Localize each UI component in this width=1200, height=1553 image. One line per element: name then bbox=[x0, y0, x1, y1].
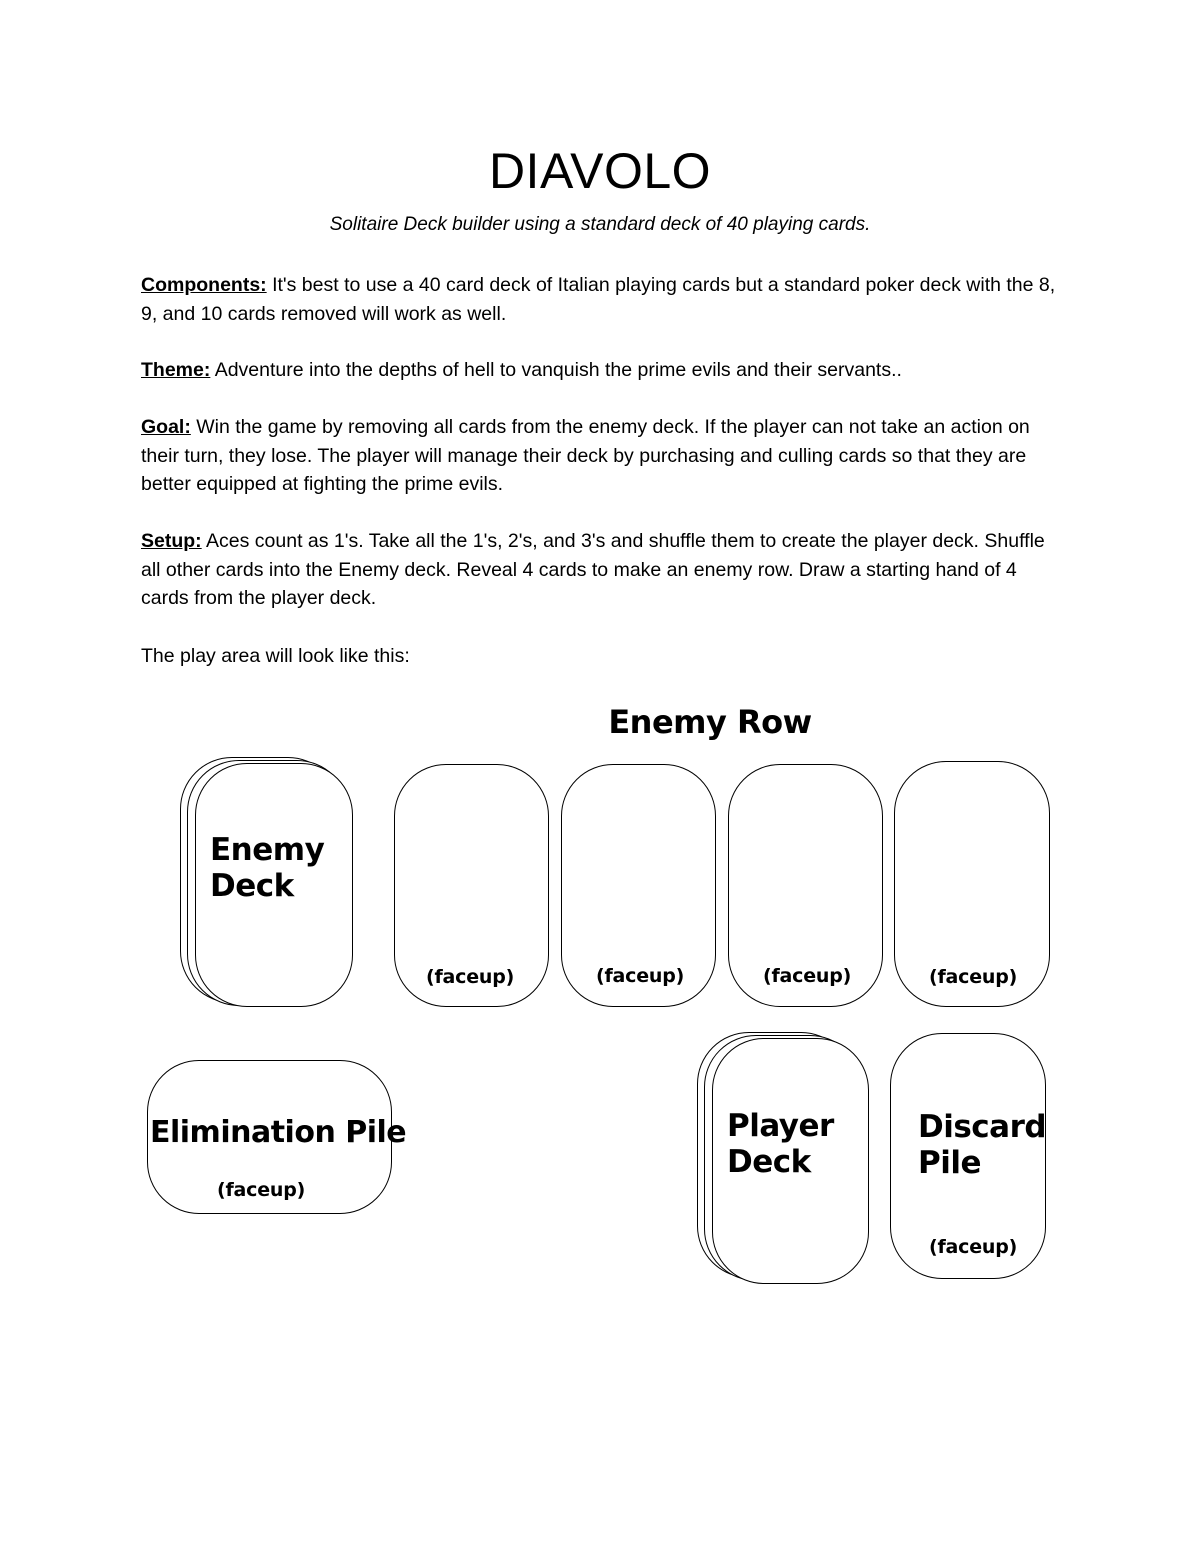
enemy-row-card-4-faceup: (faceup) bbox=[929, 966, 1018, 988]
enemy-row-card-3-faceup: (faceup) bbox=[763, 965, 852, 987]
discard-pile-label: Discard Pile bbox=[918, 1109, 1047, 1181]
player-deck-label: Player Deck bbox=[727, 1108, 834, 1180]
enemy-deck-label: Enemy Deck bbox=[210, 832, 325, 904]
document-title: DIAVOLO bbox=[488, 143, 712, 199]
goal-label: Goal: bbox=[141, 416, 191, 438]
components-label: Components: bbox=[141, 274, 267, 296]
setup-paragraph bbox=[141, 527, 1066, 613]
enemy-row-card-1-faceup: (faceup) bbox=[426, 966, 515, 988]
play-area-intro: The play area will look like this: bbox=[141, 645, 410, 667]
enemy-row-title: Enemy Row bbox=[608, 703, 812, 741]
document-subtitle: Solitaire Deck builder using a standard deck of 40 playing cards. bbox=[329, 214, 871, 235]
theme-paragraph bbox=[141, 356, 1066, 385]
theme-text: Adventure into the depths of hell to vanquish the prime evils and their servants.. bbox=[210, 359, 902, 381]
theme-label: Theme: bbox=[141, 359, 211, 381]
discard-pile-faceup: (faceup) bbox=[929, 1236, 1018, 1258]
goal-text: Win the game by removing all cards from the enemy deck. If the player can not take an action on their turn, they lose. The player will manage their deck by purchasing and culling cards so that they are better equipped at fighting the prime evils. bbox=[141, 416, 1030, 495]
components-text: It's best to use a 40 card deck of Italian playing cards but a standard poker deck with the 8, 9, and 10 cards removed will work as well. bbox=[141, 274, 1056, 325]
components-paragraph bbox=[141, 271, 1066, 328]
elimination-pile-label: Elimination Pile bbox=[150, 1115, 407, 1150]
setup-label: Setup: bbox=[141, 530, 202, 552]
goal-paragraph bbox=[141, 413, 1066, 499]
enemy-row-card-2-faceup: (faceup) bbox=[596, 965, 685, 987]
elimination-pile-faceup: (faceup) bbox=[217, 1179, 306, 1201]
setup-text: Aces count as 1's. Take all the 1's, 2's, and 3's and shuffle them to create the player deck. Shuffle all other cards into the Enemy deck. Reveal 4 cards to make an enemy row. Draw a starting hand of 4 cards from the player deck. bbox=[141, 530, 1045, 609]
